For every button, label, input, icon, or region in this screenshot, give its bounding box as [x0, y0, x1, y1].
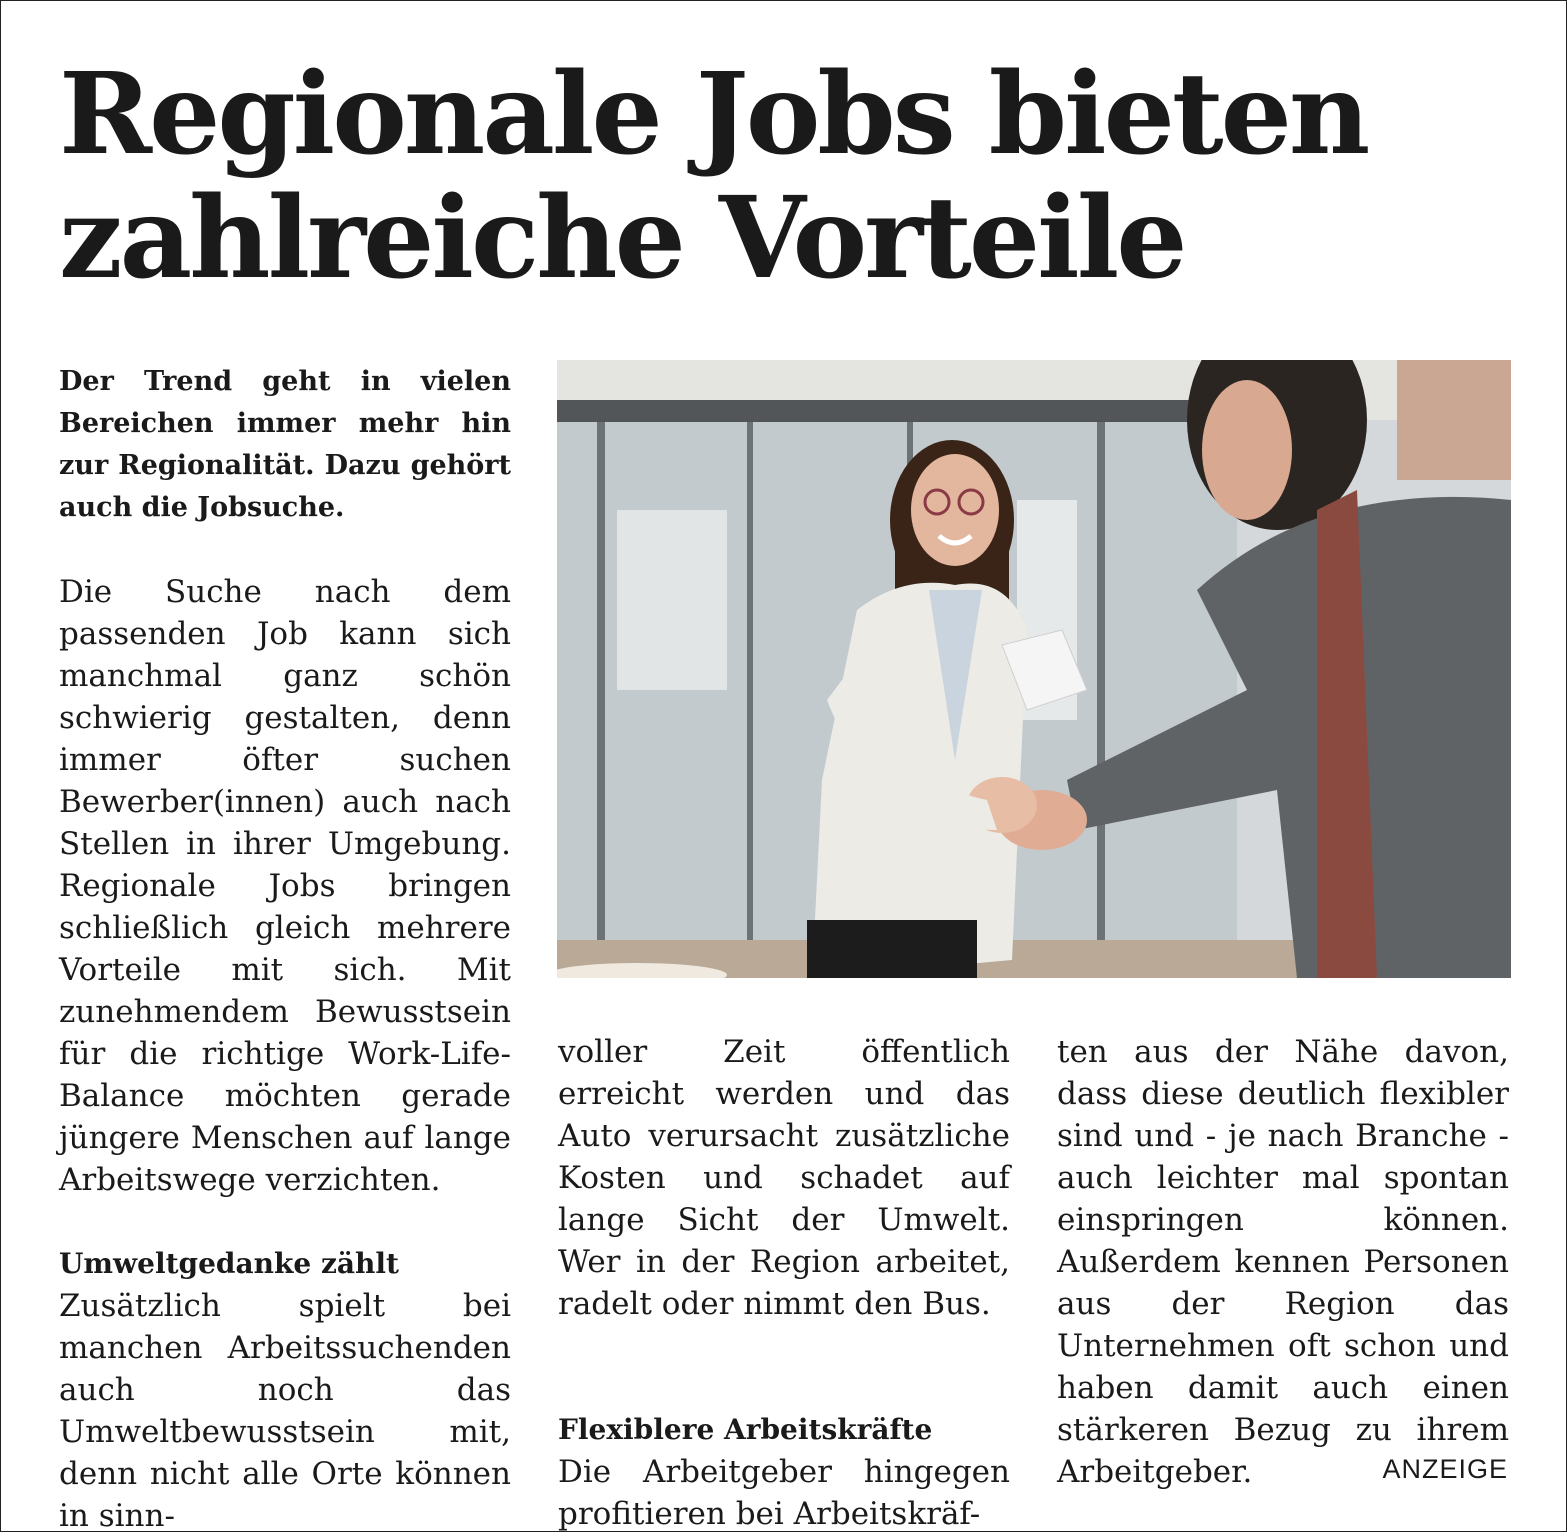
headline — [59, 49, 1519, 304]
column-1 — [59, 361, 511, 1537]
subheading-flexibel: Flexiblere Arbeitskräfte — [558, 1413, 933, 1446]
photo-illustration — [557, 360, 1511, 978]
handshake-photo — [557, 360, 1511, 978]
paragraph-3-part-1: Die Arbeitgeber hingegen profitieren bei Arbeitskräf- — [558, 1454, 1010, 1532]
headline-line-1: Regionale Jobs bieten — [59, 49, 1368, 180]
advertisement-label: ANZEIGE — [1382, 1454, 1508, 1484]
subheading-umwelt: Umweltgedanke zählt — [59, 1247, 399, 1280]
paragraph-1: Die Suche nach dem passenden Job kann sich manchmal ganz schön schwierig gestalten, denn immer öfter suchen Bewerber(innen) auch nach Stellen in ihrer Umgebung. Regionale Jobs bringen schließlich gleich mehrere Vorteile mit sich. Mit zunehmendem Bewusstsein für die richtige Work-Life-Balance möchten gerade jüngere Menschen auf lange Arbeitswege verzichten. — [59, 574, 511, 1198]
column-2 — [558, 1031, 1010, 1535]
paragraph-3-part-2: ten aus der Nähe davon, dass diese deutlich flexibler sind und - je nach Branche - auch leichter mal spontan einspringen können. Außerdem kennen Personen aus der Region das Unternehmen oft schon und haben damit auch einen stärkeren Bezug zu ihrem Arbeitgeber. — [1057, 1034, 1509, 1490]
lead-text: Der Trend geht in vielen Bereichen immer mehr hin zur Regionalität. Dazu gehört auch die Jobsuche. — [59, 366, 511, 523]
paragraph-2-part-2: voller Zeit öffentlich erreicht werden und das Auto verursacht zusätzliche Kosten und schadet auf lange Sicht der Umwelt. Wer in der Region arbeitet, radelt oder nimmt den Bus. — [558, 1034, 1010, 1322]
paragraph-2-part-1: Zusätzlich spielt bei manchen Arbeitssuchenden auch noch das Umweltbewusstsein mit, denn nicht alle Orte können in sinn- — [59, 1288, 511, 1534]
column-3 — [1057, 1031, 1509, 1493]
headline-line-2: zahlreiche Vorteile — [59, 173, 1185, 304]
